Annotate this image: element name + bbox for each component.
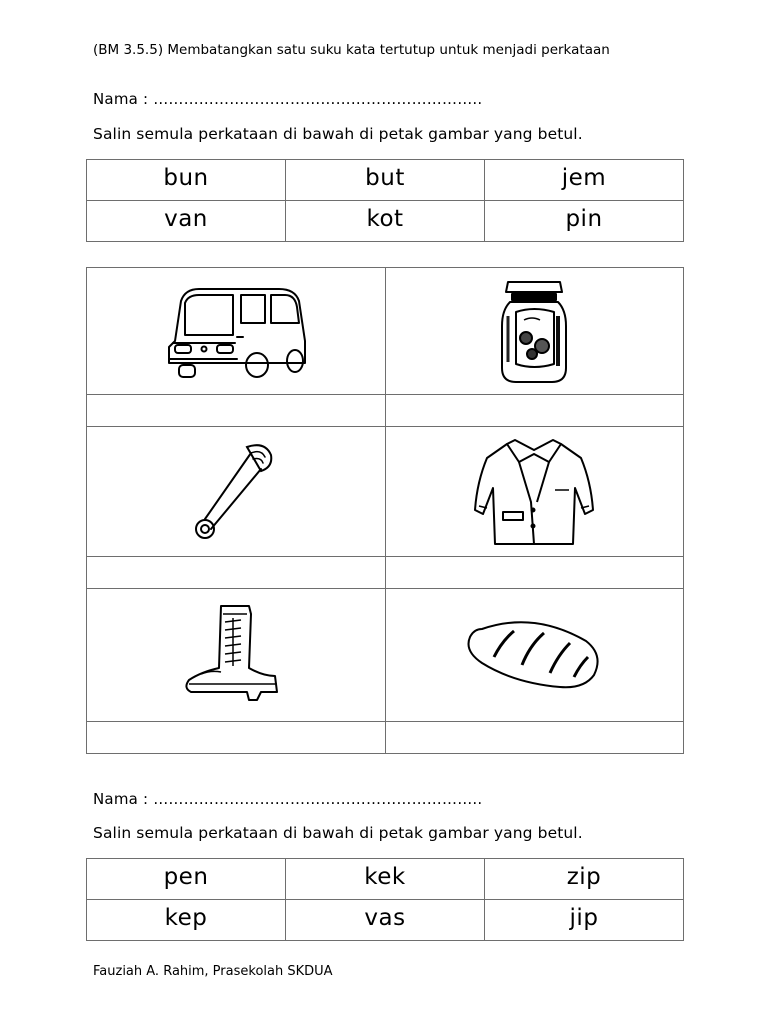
word-cell: but (286, 160, 485, 201)
word-cell: pen (87, 859, 286, 900)
word-table-2 (86, 858, 684, 941)
bread-bun-picture (464, 615, 604, 695)
picture-cell (87, 427, 386, 557)
footer-author: Fauziah A. Rahim, Prasekolah SKDUA (93, 964, 333, 979)
safety-pin-picture (191, 437, 281, 547)
picture-cell (385, 427, 684, 557)
instruction-2: Salin semula perkataan di bawah di petak gambar yang betul. (93, 824, 583, 842)
name-field-2[interactable]: Nama : ……………………………………………………….. (93, 790, 483, 808)
worksheet-header: (BM 3.5.5) Membatangkan satu suku kata tertutup untuk menjadi perkataan (93, 42, 610, 58)
word-cell: kek (286, 859, 485, 900)
boot-picture (181, 600, 291, 710)
name-field-1[interactable]: Nama : ……………………………………………………….. (93, 90, 483, 108)
word-cell: pin (485, 201, 684, 242)
word-row (87, 859, 684, 900)
picture-cell (385, 268, 684, 395)
word-row (87, 900, 684, 941)
answer-box[interactable] (87, 557, 386, 589)
jam-jar-picture (494, 276, 574, 386)
answer-row (87, 395, 684, 427)
answer-box[interactable] (385, 722, 684, 754)
word-cell: van (87, 201, 286, 242)
word-cell: kep (87, 900, 286, 941)
word-cell: vas (286, 900, 485, 941)
answer-row (87, 557, 684, 589)
word-cell: bun (87, 160, 286, 201)
picture-row (87, 427, 684, 557)
answer-box[interactable] (87, 722, 386, 754)
word-cell: jem (485, 160, 684, 201)
picture-table (86, 267, 684, 754)
van-picture (161, 281, 311, 381)
word-row (87, 160, 684, 201)
instruction-1: Salin semula perkataan di bawah di petak gambar yang betul. (93, 125, 583, 143)
coat-picture (469, 432, 599, 552)
word-cell: zip (485, 859, 684, 900)
answer-box[interactable] (87, 395, 386, 427)
answer-box[interactable] (385, 395, 684, 427)
answer-row (87, 722, 684, 754)
word-cell: kot (286, 201, 485, 242)
picture-cell (87, 589, 386, 722)
answer-box[interactable] (385, 557, 684, 589)
word-cell: jip (485, 900, 684, 941)
picture-cell (87, 268, 386, 395)
word-row (87, 201, 684, 242)
picture-row (87, 589, 684, 722)
picture-cell (385, 589, 684, 722)
word-table-1 (86, 159, 684, 242)
picture-row (87, 268, 684, 395)
